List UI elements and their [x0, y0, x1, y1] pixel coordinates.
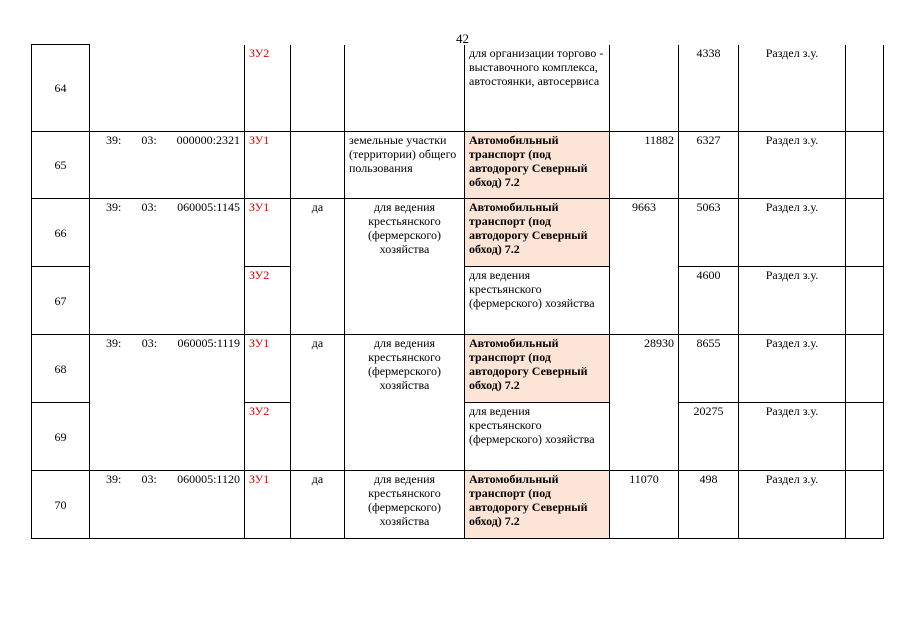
land-plots-table [31, 44, 884, 539]
cadastral-number-cell [90, 45, 245, 132]
cadastral-region: 39: [106, 133, 122, 147]
cadastral-number: 060005:1120 [177, 472, 240, 486]
note-cell: Раздел з.у. [739, 132, 846, 199]
empty-cell [846, 403, 884, 471]
empty-cell [846, 471, 884, 539]
plot-code [245, 403, 291, 471]
table-row [32, 199, 884, 267]
cadastral-region: 39: [106, 472, 122, 486]
plot-code [245, 335, 291, 403]
row-number: 64 [32, 45, 90, 132]
plot-code [245, 471, 291, 539]
cadastral-number: 060005:1145 [177, 200, 240, 214]
area-total-cell [610, 45, 679, 132]
purpose-cell: Автомобильный транспорт (под автодорогу Северный обход) 7.2 [465, 132, 610, 199]
note-cell: Раздел з.у. [739, 45, 846, 132]
current-use-cell [345, 45, 465, 132]
area-total-cell: 9663 [610, 199, 679, 335]
area-part-cell: 8655 [679, 335, 739, 403]
note-cell: Раздел з.у. [739, 403, 846, 471]
area-part-cell: 5063 [679, 199, 739, 267]
purpose-cell: для ведения крестьянского (фермерского) хозяйства [465, 403, 610, 471]
area-total-cell: 28930 [610, 335, 679, 471]
cadastral-number-cell [90, 132, 245, 199]
cadastral-district: 03: [141, 133, 157, 147]
row-number: 69 [32, 403, 90, 471]
plot-code-text: ЗУ1 [249, 472, 270, 486]
empty-cell [846, 199, 884, 267]
purpose-cell: Автомобильный транспорт (под автодорогу Северный обход) 7.2 [465, 199, 610, 267]
plot-code-text: ЗУ2 [249, 268, 270, 282]
table-row [32, 132, 884, 199]
area-part-cell: 498 [679, 471, 739, 539]
area-part-cell: 6327 [679, 132, 739, 199]
cadastral-district: 03: [141, 472, 157, 486]
cadastral-district: 03: [141, 336, 158, 350]
plot-code-text: ЗУ1 [249, 336, 270, 350]
table-row [32, 45, 884, 132]
cadastral-number-cell [90, 199, 245, 335]
flag-cell: да [291, 335, 345, 471]
flag-cell: да [291, 199, 345, 335]
empty-cell [846, 132, 884, 199]
cadastral-district: 03: [141, 200, 157, 214]
empty-cell [846, 335, 884, 403]
row-number: 70 [32, 471, 90, 539]
row-number: 65 [32, 132, 90, 199]
plot-code [245, 132, 291, 199]
plot-code-text: ЗУ2 [249, 404, 270, 418]
plot-code-text: ЗУ2 [249, 45, 270, 60]
note-cell: Раздел з.у. [739, 199, 846, 267]
current-use-cell: земельные участки (территории) общего пользования [345, 132, 465, 199]
plot-code [245, 267, 291, 335]
plot-code-text: ЗУ1 [249, 133, 270, 147]
current-use-cell: для ведения крестьянского (фермерского) хозяйства [345, 471, 465, 539]
flag-cell [291, 45, 345, 132]
plot-code-text: ЗУ1 [249, 200, 270, 214]
cadastral-number-cell [90, 335, 245, 471]
plot-code [245, 199, 291, 267]
purpose-cell: Автомобильный транспорт (под автодорогу Северный обход) 7.2 [465, 471, 610, 539]
area-total-cell: 11070 [610, 471, 679, 539]
note-cell: Раздел з.у. [739, 471, 846, 539]
area-part-cell: 20275 [679, 403, 739, 471]
note-cell: Раздел з.у. [739, 335, 846, 403]
area-part-cell: 4338 [679, 45, 739, 132]
table-row [32, 471, 884, 539]
empty-cell [846, 45, 884, 132]
flag-cell [291, 132, 345, 199]
table-row [32, 335, 884, 403]
flag-cell: да [291, 471, 345, 539]
row-number: 68 [32, 335, 90, 403]
cadastral-number-cell [90, 471, 245, 539]
current-use-cell: для ведения крестьянского (фермерского) хозяйства [345, 335, 465, 471]
note-cell: Раздел з.у. [739, 267, 846, 335]
cadastral-region: 39: [106, 336, 122, 350]
cadastral-number: 000000:2321 [176, 133, 240, 147]
current-use-cell: для ведения крестьянского (фермерского) хозяйства [345, 199, 465, 335]
area-part-cell: 4600 [679, 267, 739, 335]
cadastral-number: 060005:1119 [177, 336, 240, 350]
purpose-cell: для ведения крестьянского (фермерского) хозяйства [465, 267, 610, 335]
empty-cell [846, 267, 884, 335]
cadastral-region: 39: [106, 200, 122, 214]
area-total-cell: 11882 [610, 132, 679, 199]
purpose-cell: для организации торгово - выставочного комплекса, автостоянки, автосервиса [465, 45, 610, 132]
row-number: 67 [32, 267, 90, 335]
row-number: 66 [32, 199, 90, 267]
purpose-cell: Автомобильный транспорт (под автодорогу Северный обход) 7.2 [465, 335, 610, 403]
page-number: 42 [456, 31, 469, 46]
plot-code [245, 45, 291, 132]
